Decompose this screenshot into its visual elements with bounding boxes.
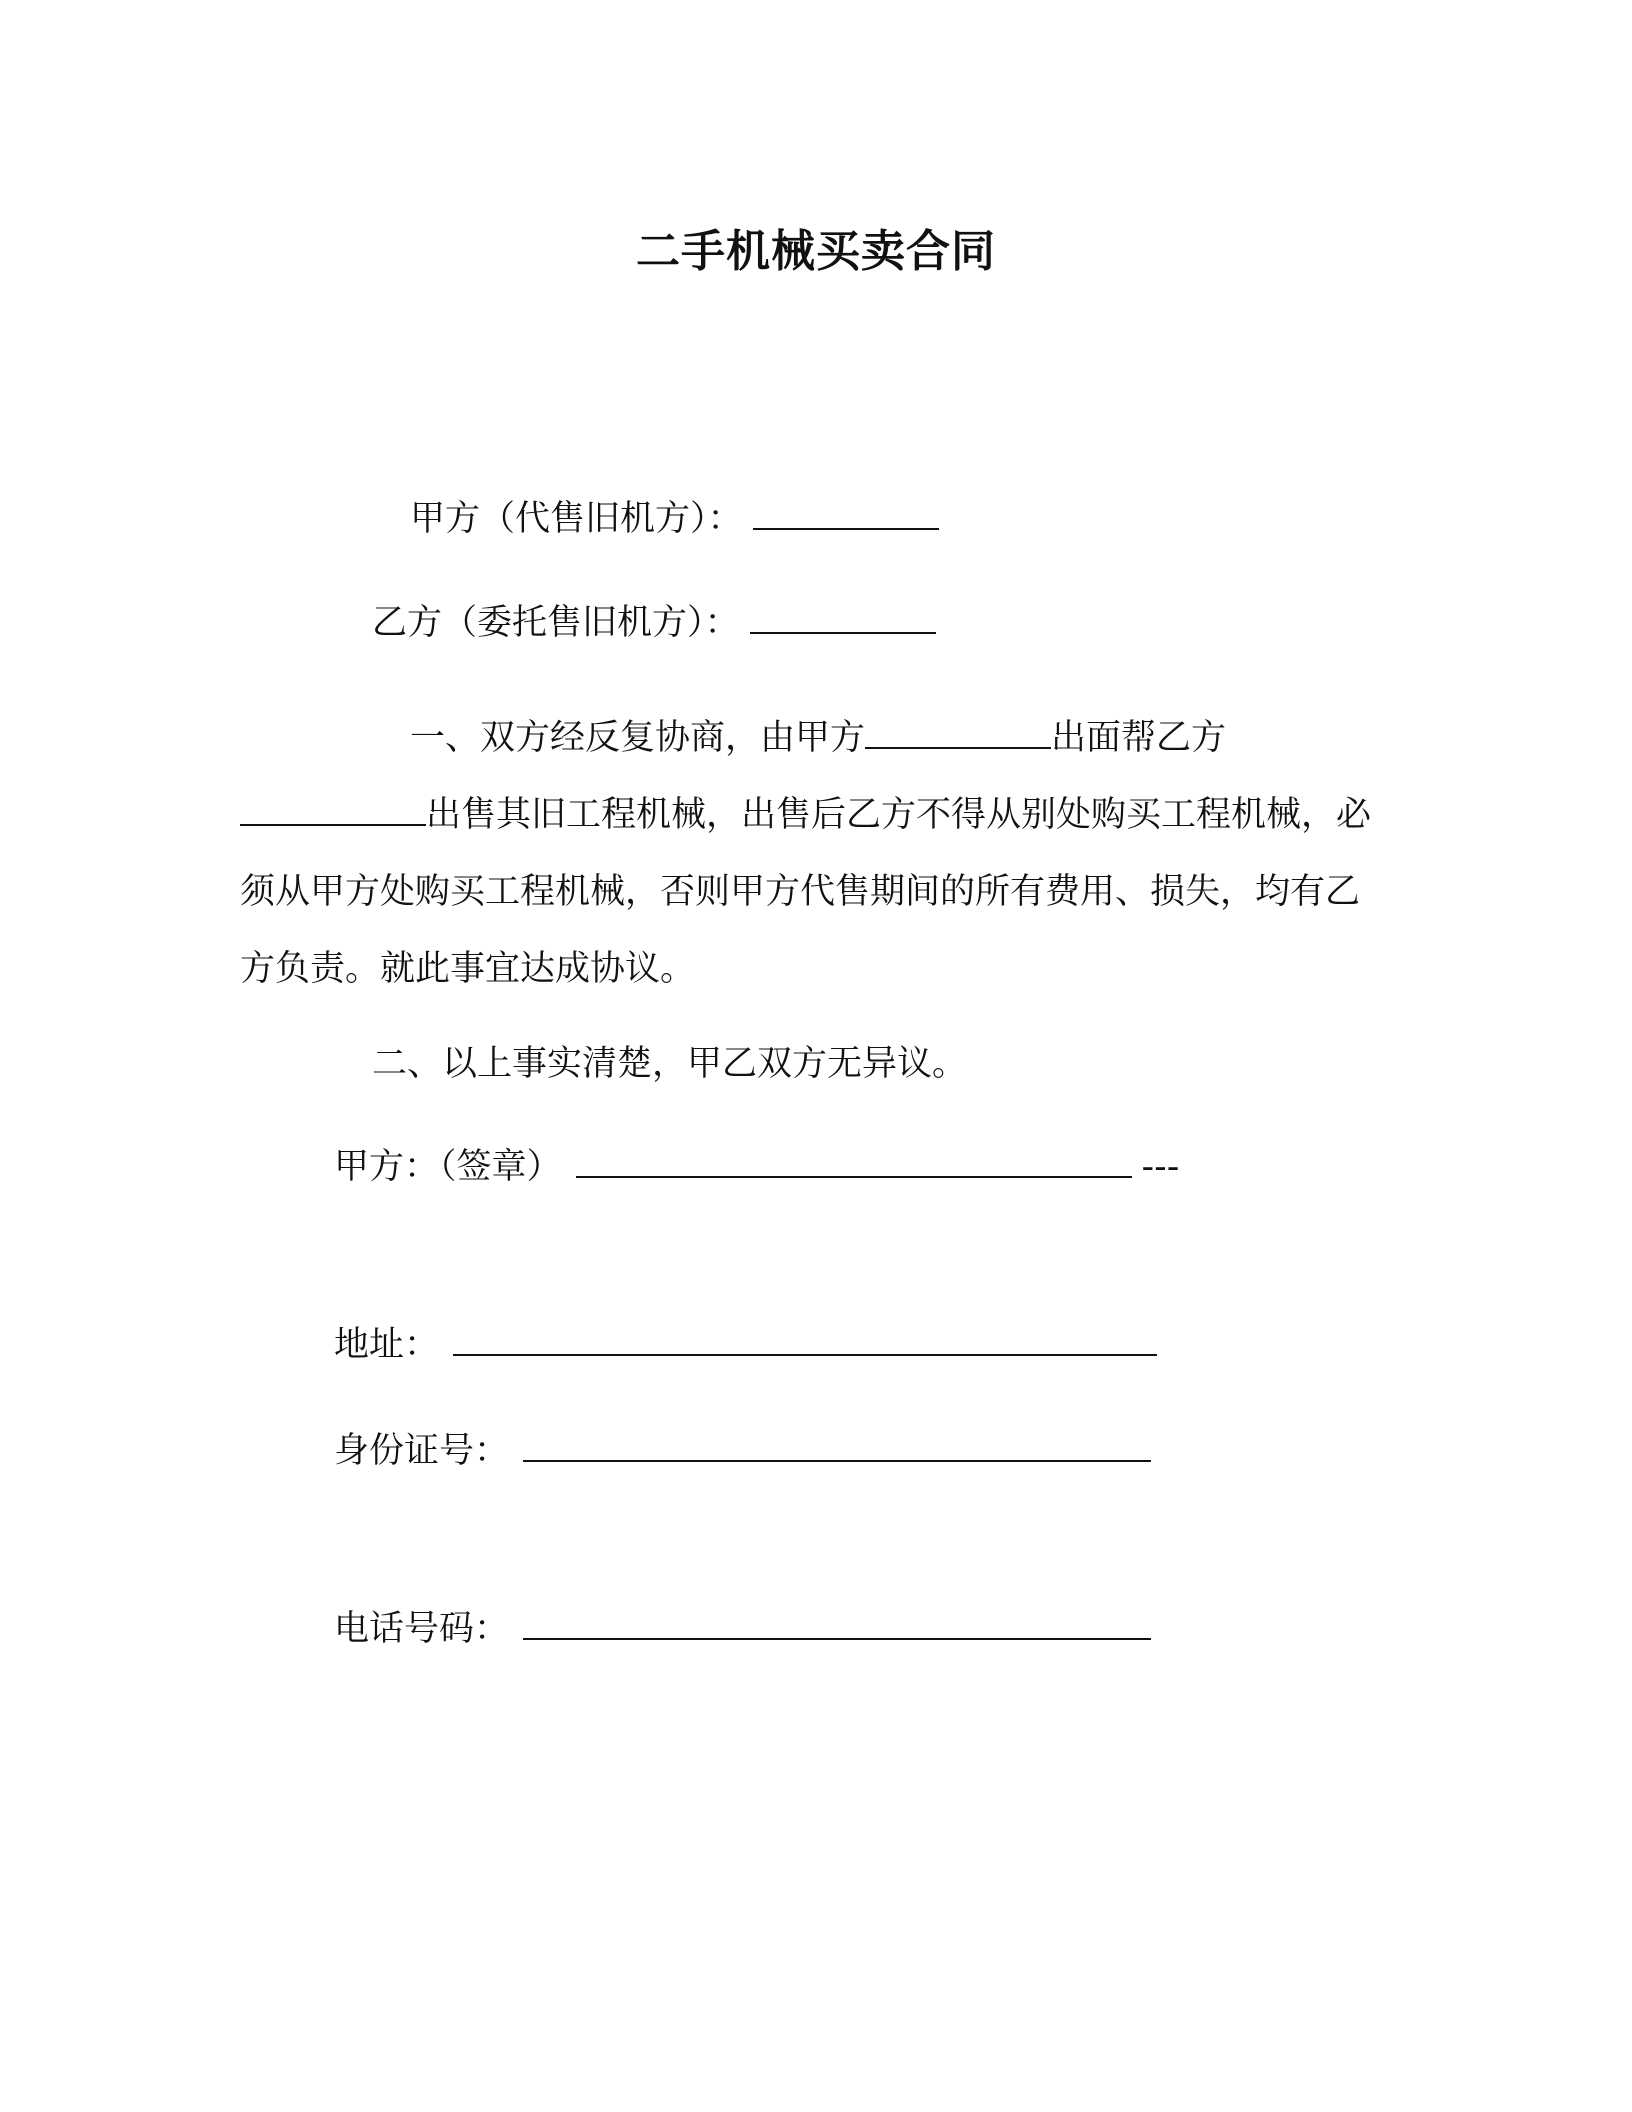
address-label: 地址： <box>334 1325 440 1365</box>
signature-blank[interactable] <box>576 1142 1132 1178</box>
clause-1-part-2: 出面帮乙方 <box>1051 718 1227 758</box>
id-number-line <box>334 1426 1151 1475</box>
clause-1-blank-party-b[interactable] <box>240 790 426 826</box>
address-line <box>334 1320 1157 1369</box>
phone-label: 电话号码： <box>334 1609 510 1649</box>
party-b-line <box>372 598 936 647</box>
party-b-label: 乙方（委托售旧机方）： <box>372 603 740 643</box>
address-blank[interactable] <box>453 1320 1157 1356</box>
signature-label: 甲方：（签章） <box>334 1147 562 1187</box>
id-number-label: 身份证号： <box>334 1431 510 1471</box>
clause-1 <box>240 700 1390 1008</box>
clause-1-part-1: 一、双方经反复协商，由甲方 <box>410 718 866 758</box>
phone-line <box>334 1604 1151 1653</box>
party-a-blank[interactable] <box>753 494 939 530</box>
clause-1-blank-party-a[interactable] <box>865 713 1051 749</box>
clause-1-part-3: 出售其旧工程机械，出售后乙方不得从别处购买工程机械，必须从甲方处购买工程机械，否则甲方代售期间的所有费用、损失，均有乙方负责。就此事宜达成协议。 <box>240 795 1372 989</box>
phone-blank[interactable] <box>523 1604 1151 1640</box>
party-a-line <box>410 494 939 543</box>
signature-suffix: --- <box>1141 1147 1180 1187</box>
signature-line <box>334 1142 1179 1191</box>
party-a-label: 甲方（代售旧机方）： <box>410 499 743 539</box>
clause-2: 二、以上事实清楚，甲乙双方无异议。 <box>372 1044 968 1084</box>
document-title: 二手机械买卖合同 <box>636 226 996 277</box>
id-number-blank[interactable] <box>523 1426 1151 1462</box>
party-b-blank[interactable] <box>750 598 936 634</box>
